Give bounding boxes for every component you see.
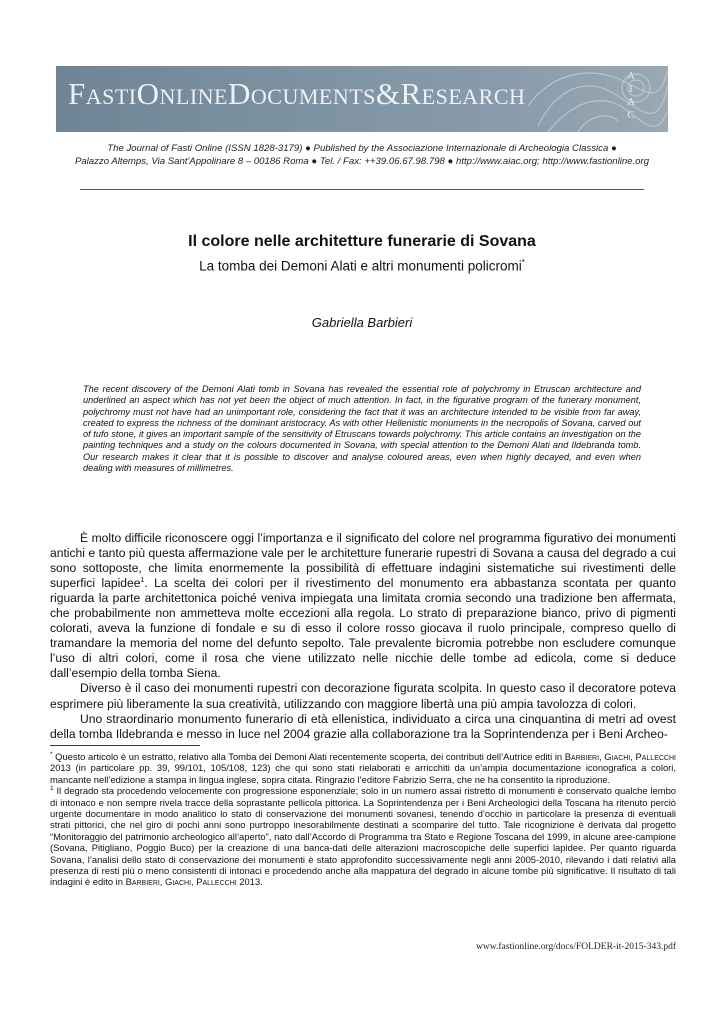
- footer-url[interactable]: www.fastionline.org/docs/FOLDER-it-2015-343.pdf: [475, 942, 676, 952]
- author-name: Gabriella Barbieri: [311, 315, 413, 330]
- banner-aiac-logo: A I A C: [627, 70, 635, 121]
- footnote-rule: [50, 745, 200, 746]
- abstract: The recent discovery of the Demoni Alati tomb in Sovana has revealed the essential role of polychromy in Etruscan architecture and underlined an aspect which has not yet been the object of much attention. In fact, in the figurative program of the funerary monument, polychromy must not have had an unimportant role, considering the fact that it was an architecture intended to be visible from far away, created to express the richness of the dominant aristocracy. As with other Hellenistic monuments in the necropolis of Sovana, carved out of tufo stone, it gives an important sample of the sensitivity of Etruscans towards polychromy. This article contains an investigation on the painting techniques and a study on the colours documented in Sovana, with special attention to the Demoni Alati and Ildebranda tomb. Our research makes it clear that it is possible to discover and analyse coloured areas, even when highly decayed, and even when dealing with measures of millimetres.: [83, 384, 641, 474]
- journal-banner: [56, 66, 668, 132]
- banner-title: FastiOnlineDocuments&Research: [68, 76, 526, 111]
- header-rule: [80, 189, 644, 190]
- footnotes: [50, 751, 676, 888]
- footnote-ref-1[interactable]: 1: [140, 577, 145, 585]
- paragraph-2: Diverso è il caso dei monumenti rupestri con decorazione figurata scolpita. In questo caso il decoratore poteva esprimere più liberamente la sua creatività, utilizzando con maggiore libertà una più ampia tavolozza di colori.: [50, 681, 676, 711]
- article-title: Il colore nelle architetture funerarie di Sovana: [188, 233, 536, 250]
- subtitle-footnote-mark: *: [521, 258, 525, 267]
- paragraph-1: È molto difficile riconoscere oggi l’importanza e il significato del colore nel programma figurativo dei monumenti antichi e tanto più questa affermazione vale per le architetture funerarie rupestri di Sovana a causa del degrado a cui sono sottoposte, che limita enormemente la possibilità di effettuare indagini sistematiche sui rivestimenti delle superfici lapidee$^1$. La scelta dei colori per il rivestimento del monumento era abbastanza scontata per quanto riguarda la parte architettonica poiché veniva impiegata una limitata cromia secondo una tradizione ben affermata, che probabilmente non ammetteva molte eccezioni alla regola. Lo strato di preparazione bianco, privo di pigmenti colorati, aveva la funzione di fondale e su di esso il colore rosso giocava il ruolo principale, compreso quello di tramandare la memoria del nome del defunto sepolto. Tale prevalente bicromia potrebbe non escludere comunque l’uso di altri colori, come il rosa che viene utilizzato nelle nicchie delle tombe ad edicola, come si deduce dall’esempio della tomba Siena.: [50, 531, 676, 681]
- journal-info-line-1: The Journal of Fasti Online (ISSN 1828-3179) ● Published by the Associazione Internazionale di Archeologia Classica ●: [107, 143, 617, 154]
- footnote-1: $^1$ Il degrado sta procedendo velocemente con progressione esponenziale; solo in un numero assai ristretto di monumenti è conservato qualche lembo di intonaco e non sempre rivela tracce della soprastante pellicola pittorica. La Soprintendenza per i Beni Archeologici della Toscana ha ritenuto perciò urgente documentare in modo analitico lo stato di conservazione dei monumenti sovanesi, tenendo d’occhio in particolare la presenza di eventuali strati pittorici, che nel giro di pochi anni sono purtroppo inesorabilmente destinati a scomparire del tutto. Tale ricognizione è derivata dal progetto “Monitoraggio del patrimonio archeologico all’aperto”, nato dall’Accordo di Programma tra Stato e Regione Toscana del 1999, in alcune aree-campione (Sovana, Pitigliano, Poggio Buco) per la creazione di una banca-dati delle alterazioni macroscopiche delle superfici lapidee. Per quanto riguarda Sovana, l’analisi dello stato di conservazione dei monumenti è stato approfondito successivamente negli anni 2005-2010, rilevando i dati relativi alla presenza di resti più o meno consistenti di intonaci e procedendo anche alla mappatura del degrado in alcune tombe più significative. Il risultato di tali indagini è edito in Barbieri, Giachi, Pallecchi 2013.: [50, 785, 676, 888]
- body-text: [50, 531, 676, 742]
- banner-ornament: [518, 66, 668, 132]
- article-subtitle: La tomba dei Demoni Alati e altri monumenti policromi*: [199, 258, 525, 274]
- paragraph-3: Uno straordinario monumento funerario di età ellenistica, individuato a circa una cinquantina di metri ad ovest della tomba Ildebranda e messo in luce nel 2004 grazie alla collaborazione tra la Soprintendenza per i Beni Archeo-: [50, 711, 676, 741]
- footnote-star: * Questo articolo è un estratto, relativo alla Tomba dei Demoni Alati recentemente scoperta, dei contributi dell’Autrice editi in Barbieri, Giachi, Pallecchi 2013 (in particolare pp. 39, 99/101, 105/108, 123) che qui sono stati rielaborati e arricchiti da un’ampia documentazione iconografica a colori, mancante nell’edizione a stampa in lingua inglese, sopra citata. Ringrazio l’editore Fabrizio Serra, che ne ha consentito la riproduzione.: [50, 750, 676, 785]
- journal-info-line-2: Palazzo Altemps, Via Sant'Appolinare 8 – 00186 Roma ● Tel. / Fax: ++39.06.67.98.798 ● http://www.aiac.org; http://www.fastionline.org: [74, 156, 650, 167]
